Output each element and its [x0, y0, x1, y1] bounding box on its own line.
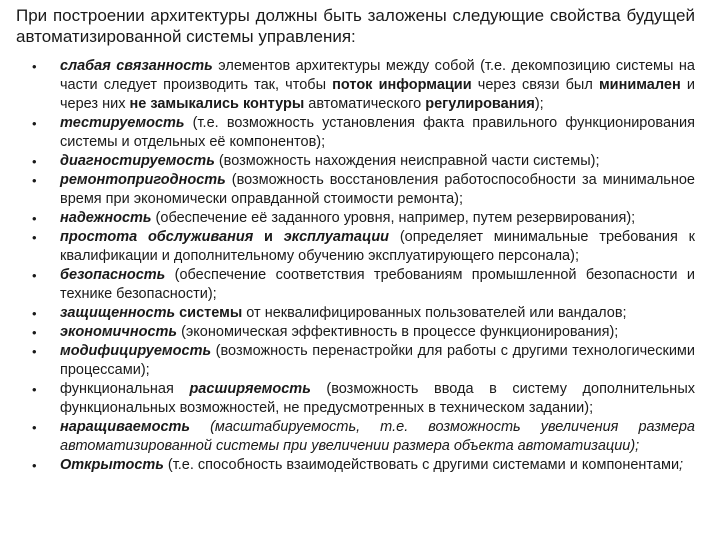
item-text: (возможность нахождения неисправной части системы);	[214, 153, 600, 169]
term: простота обслуживания	[60, 229, 254, 245]
item-text: от неквалифицированных пользователей или вандалов;	[242, 305, 627, 321]
term: наращиваемость	[60, 419, 191, 435]
list-item	[16, 209, 695, 228]
item-text: ;	[679, 457, 684, 473]
item-text: (т.е. возможность установления факта правильного функционирования системы и отдельных её компонентов);	[60, 115, 695, 150]
properties-list	[16, 57, 695, 475]
item-text: (определяет минимальные требования к квалификации и дополнительному обучению эксплуатирующего персонала);	[60, 229, 695, 264]
term: защищенность	[60, 305, 176, 321]
item-text: функциональная	[60, 381, 190, 397]
bullet: •	[32, 154, 37, 169]
intro-paragraph: При построении архитектуры должны быть заложены следующие свойства будущей автоматизированной системы управления:	[16, 6, 695, 46]
list-item	[16, 228, 695, 266]
list-item	[16, 418, 695, 456]
term: эксплуатации	[283, 229, 390, 245]
item-text: (т.е. способность взаимодействовать с другими системами и компонентами	[163, 457, 680, 473]
list-item	[16, 323, 695, 342]
bullet: •	[32, 59, 37, 74]
item-text: (экономическая эффективность в процессе функционирования);	[177, 324, 619, 340]
bullet: •	[32, 382, 37, 397]
term: расширяемость	[189, 381, 311, 397]
term: тестируемость	[60, 115, 185, 131]
item-text: );	[534, 96, 544, 112]
term: Открытость	[60, 457, 164, 473]
emphasis: не замыкались контуры	[129, 96, 305, 112]
bullet: •	[32, 420, 37, 435]
term: модифицируемость	[60, 343, 212, 359]
bullet: •	[32, 344, 37, 359]
list-item	[16, 380, 695, 418]
bullet: •	[32, 211, 37, 226]
item-text: автоматического	[304, 96, 426, 112]
bullet: •	[32, 230, 37, 245]
term: диагностируемость	[60, 153, 215, 169]
list-item	[16, 342, 695, 380]
list-item	[16, 456, 695, 475]
item-text: (обеспечение её заданного уровня, например, путем резервирования);	[151, 210, 636, 226]
term: безопасность	[60, 267, 166, 283]
bullet: •	[32, 173, 37, 188]
list-item	[16, 152, 695, 171]
item-text: и через них	[60, 77, 695, 112]
bullet: •	[32, 458, 37, 473]
item-text: элементов архитектуры между собой (т.е. декомпозицию системы на части следует производить так, чтобы	[60, 58, 695, 93]
list-item	[16, 171, 695, 209]
list-item	[16, 57, 695, 114]
item-text: (возможность перенастройки для работы с другими технологическими процессами);	[60, 343, 695, 378]
term: слабая связанность	[60, 58, 213, 74]
item-text: (масштабируемость, т.е. возможность увеличения размера автоматизированной системы при увеличении размера объекта автоматизации);	[60, 419, 695, 454]
bullet: •	[32, 325, 37, 340]
term: ремонтопригодность	[60, 172, 226, 188]
emphasis: системы	[175, 305, 243, 321]
item-text: (возможность восстановления работоспособности за минимальное время при экономически оправданной стоимости ремонта);	[60, 172, 695, 207]
item-text: через связи был	[471, 77, 599, 93]
conjunction: и	[253, 229, 284, 245]
bullet: •	[32, 116, 37, 131]
list-item	[16, 266, 695, 304]
emphasis: поток информации	[332, 77, 472, 93]
emphasis: минимален	[598, 77, 681, 93]
emphasis: регулирования	[425, 96, 535, 112]
term: экономичность	[60, 324, 178, 340]
bullet: •	[32, 306, 37, 321]
list-item	[16, 304, 695, 323]
term: надежность	[60, 210, 152, 226]
list-item	[16, 114, 695, 152]
bullet: •	[32, 268, 37, 283]
item-text: (возможность ввода в систему дополнительных функциональных возможностей, не предусмотренных в техническом задании);	[60, 381, 695, 416]
item-text: (обеспечение соответствия требованиям промышленной безопасности и технике безопасности);	[60, 267, 695, 302]
